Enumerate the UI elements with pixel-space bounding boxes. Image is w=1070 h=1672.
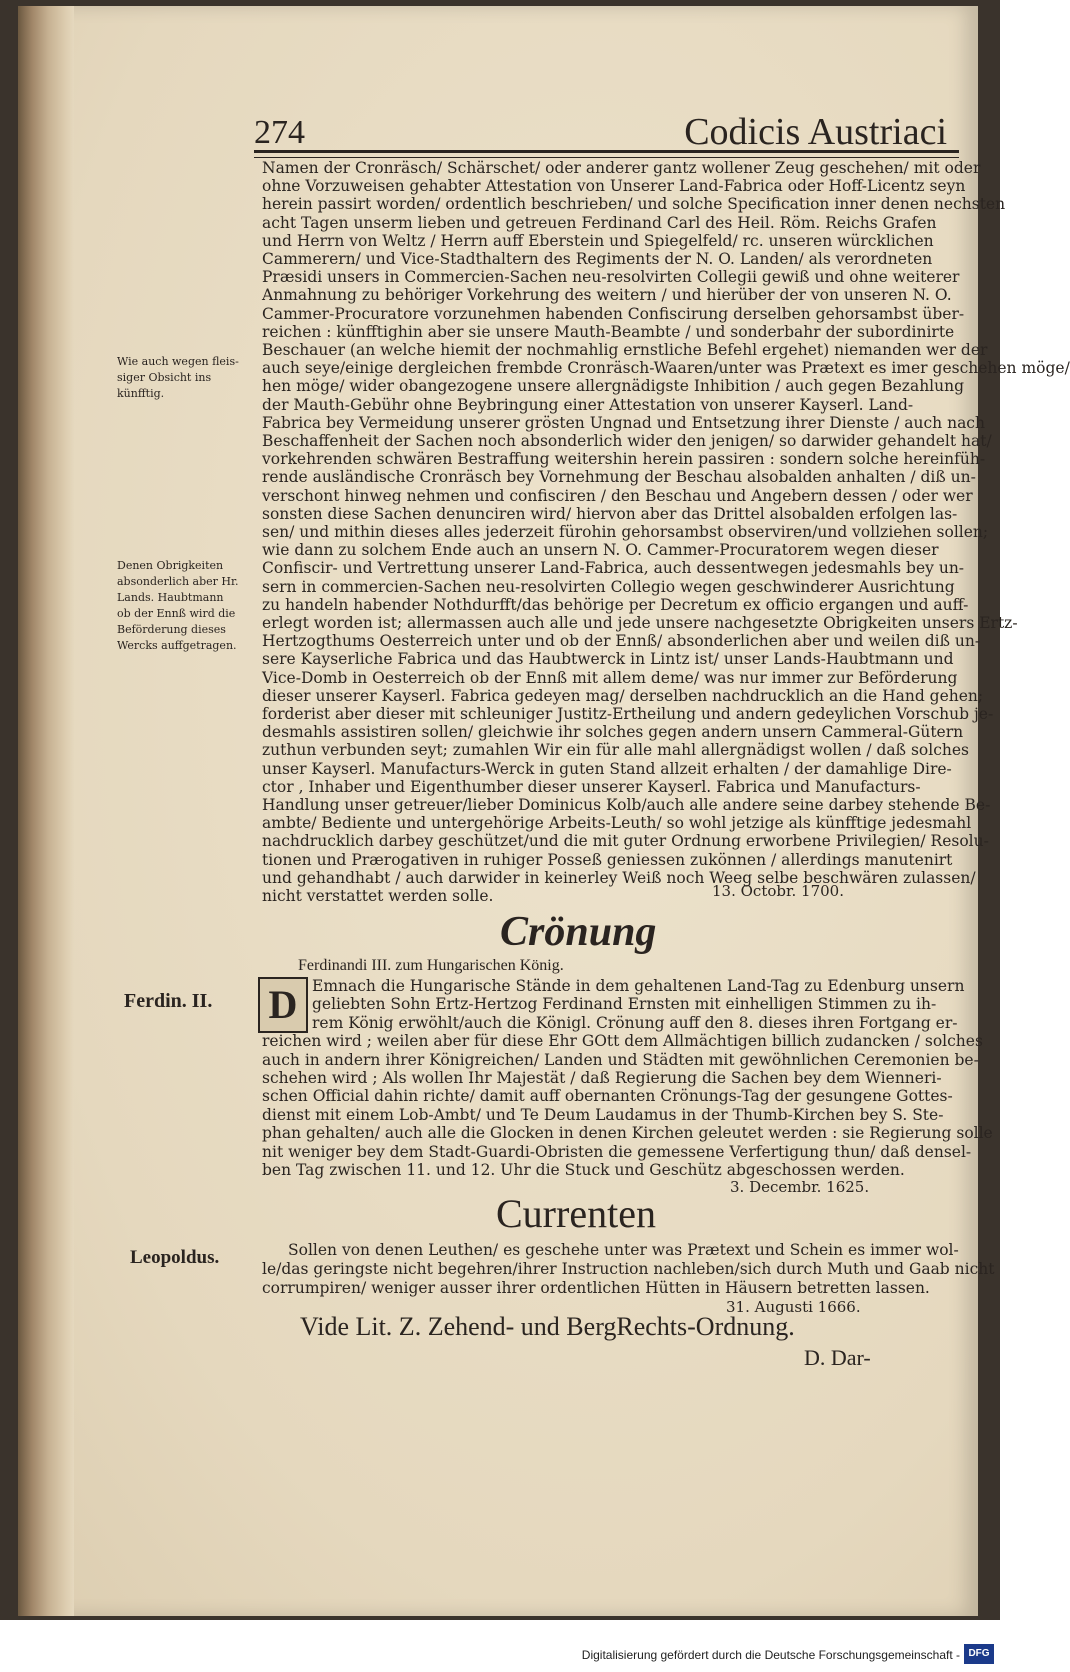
text-line: Beschaffenheit der Sachen noch absonderlich wider den jenigen/ so darwider gehandelt hat/: [262, 432, 992, 450]
text-line: und gehandhabt / auch darwider in keinerley Weiß noch Weeg selbe beschwären zulassen/: [262, 868, 976, 887]
text-line: zu handeln habender Nothdurfft/das behörige per Decretum ex officio ergangen und auff-: [262, 595, 969, 614]
section-title-cronung: Crönung: [500, 909, 657, 955]
text-line: reichen wird ; weilen aber für diese Ehr GOtt dem Allmächtigen billich zudancken / solches: [262, 1032, 983, 1051]
vide-reference: Vide Lit. Z. Zehend- und BergRechts-Ordnung.: [300, 1312, 795, 1341]
text-line: forderist aber dieser mit schleuniger Justitz-Ertheilung und andern gedeylichen Vorschub je-: [262, 705, 994, 723]
margin-note-line: ob der Ennß wird die: [117, 607, 236, 620]
page-binding: [18, 6, 74, 1616]
text-line: schehen wird ; Als wollen Ihr Majestät / daß Regierung die Sachen bey dem Wienneri-: [262, 1069, 942, 1087]
header-rule: [254, 150, 959, 158]
text-line: phan gehalten/ auch alle die Glocken in denen Kirchen geleutet werden : sie Regierung solle: [262, 1124, 993, 1143]
section-subtitle: Ferdinandi III. zum Hungarischen König.: [298, 957, 564, 974]
section3-date: 31. Augusti 1666.: [726, 1298, 861, 1316]
text-line: desmahls assistiren sollen/ gleichwie ihr solches gegen andern unsern Cammeral-Gütern: [262, 723, 964, 742]
margin-name-ferdinand: Ferdin. II.: [124, 990, 213, 1012]
text-line: zuthun verbunden seyt; zumahlen Wir ein für alle mahl allergnädigst wollen / daß solches: [262, 741, 969, 760]
running-title: Codicis Austriaci: [684, 111, 947, 153]
text-line: Sollen von denen Leuthen/ es geschehe unter was Prætext und Schein es immer wol-: [288, 1241, 959, 1259]
section-title-currenten: Currenten: [496, 1191, 656, 1236]
footer-credit-text: Digitalisierung gefördert durch die Deutsche Forschungsgemeinschaft -: [581, 1648, 960, 1662]
margin-note-line: Wie auch wegen fleis-: [117, 355, 239, 368]
text-line: Cammerern/ und Vice-Stadthaltern des Regiments der N. O. Landen/ als verordneten: [262, 250, 933, 268]
text-line: der Mauth-Gebühr ohne Beybringung einer Attestation von unserer Kayserl. Land-: [262, 395, 914, 414]
text-line: le/das geringste nicht begehren/ihrer Instruction nachleben/sich durch Muth und Gaab nicht: [262, 1260, 995, 1278]
page-number: 274: [254, 114, 305, 151]
margin-note-line: Lands. Haubtmann: [117, 591, 224, 604]
text-line: acht Tagen unserm lieben und getreuen Ferdinand Carl des Heil. Röm. Reichs Grafen: [262, 213, 937, 232]
margin-note-line: absonderlich aber Hr.: [117, 575, 239, 588]
text-line: dienst mit einem Lob-Ambt/ und Te Deum Laudamus in der Thumb-Kirchen bey S. Ste-: [262, 1105, 944, 1124]
text-line: Fabrica bey Vermeidung unserer grösten Ungnad und Entsetzung ihrer Dienste / auch nach: [262, 413, 985, 432]
text-line: ctor , Inhaber und Eigenthumber dieser unserer Kayserl. Fabrica und Manufacturs-: [262, 777, 921, 796]
text-line: Hertzogthums Oesterreich unter und ob der Ennß/ absonderlichen aber und weilen diß un-: [262, 632, 981, 651]
text-line: reichen : künfftighin aber sie unsere Mauth-Beambte / und sonderbahr der subordinirte: [262, 322, 955, 341]
text-line: und Herrn von Weltz / Herrn auff Eberstein und Spiegelfeld/ rc. unseren würcklichen: [262, 231, 934, 250]
text-line: ohne Vorzuweisen gehabter Attestation von Unserer Land-Fabrica oder Hoff-Licentz seyn: [262, 177, 966, 196]
margin-name-leopoldus: Leopoldus.: [130, 1247, 220, 1268]
text-line: nicht verstattet werden solle.: [262, 887, 494, 905]
text-line: herein passirt worden/ ordentlich beschrieben/ und solche Specification inner denen nechsten: [262, 195, 1006, 214]
text-line: geliebten Sohn Ertz-Hertzog Ferdinand Ernsten mit einhelligen Stimmen zu ih-: [312, 995, 937, 1014]
text-line: corrumpiren/ weniger ausser ihrer ordentlichen Hütten in Häusern betretten lassen.: [262, 1279, 930, 1297]
text-line: rende ausländische Cronräsch bey Vornehmung der Beschau alsobalden anhalten / diß un-: [262, 468, 976, 487]
text-line: Beschauer (an welche hiemit der nochmahlig ernstliche Befehl ergehet) niemanden wer der: [262, 341, 988, 359]
margin-note-line: Wercks auffgetragen.: [117, 639, 237, 652]
text-line: sere Kayserliche Fabrica und das Haubtwerck in Lintz ist/ unser Lands-Haubtmann und: [262, 650, 954, 669]
margin-note-line: siger Obsicht ins: [117, 371, 212, 384]
text-line: Emnach die Hungarische Stände in dem gehaltenen Land-Tag zu Edenburg unsern: [312, 977, 965, 995]
text-line: sen/ und mithin dieses alles jederzeit fürohin gehorsambst observiren/und vollziehen sollen;: [262, 523, 989, 541]
text-line: tionen und Prærogativen in ruhiger Posseß geniessen zukönnen / allerdings manutenirt: [262, 850, 953, 869]
dfg-logo-icon: DFG: [964, 1644, 994, 1664]
text-line: auch in andern ihrer Königreichen/ Landen und Städten mit gewöhnlichen Ceremonien be-: [262, 1050, 979, 1069]
text-line: ambte/ Bediente und untergehörige Arbeits-Leuth/ so wohl jetzige als künfftige jedesmahl: [262, 814, 972, 833]
margin-note-line: Beförderung dieses: [117, 623, 226, 636]
margin-note-line: künfftig.: [117, 387, 165, 400]
drop-cap: D: [258, 977, 308, 1033]
text-line: Anmahnung zu behöriger Vorkehrung des weitern / und hierüber der von unseren N. O.: [262, 286, 952, 305]
text-line: nit weniger bey dem Stadt-Guardi-Obristen die gemessene Verfertigung thun/ daß densel-: [262, 1142, 972, 1161]
text-line: schen Official dahin richte/ damit auff obernanten Crönungs-Tag der gesungene Gottes-: [262, 1087, 953, 1106]
section2-date: 3. Decembr. 1625.: [730, 1178, 870, 1196]
text-line: Vice-Domb in Oesterreich ob der Ennß mit allem deme/ was nur immer zur Beförderung: [262, 668, 958, 687]
text-line: vorkehrenden schwären Bestraffung weitershin herein passiren : sondern solche hereinfüh-: [262, 450, 986, 469]
text-line: ben Tag zwischen 11. und 12. Uhr die Stuck und Geschütz abgeschossen werden.: [262, 1161, 905, 1179]
text-line: Cammer-Procuratore vorzunehmen habenden Confiscirung derselben gehorsambst über-: [262, 304, 965, 323]
text-line: nachdrucklich darbey geschützet/und die mit guter Ordnung erworbene Privilegien/ Resolu-: [262, 832, 989, 851]
text-line: erlegt worden ist; allermassen auch alle und jede unsere nachgesetzte Obrigkeiten unsers Ertz-: [262, 614, 1018, 632]
catchword: D. Dar-: [804, 1345, 871, 1370]
text-line: Handlung unser getreuer/lieber Dominicus Kolb/auch alle andere seine darbey stehende Be-: [262, 796, 991, 814]
text-line: verschont hinweg nehmen und confisciren / den Beschau und Angebern dessen / oder wer: [262, 486, 973, 505]
text-line: Præsidi unsers in Commercien-Sachen neu-resolvirten Collegii gewiß und ohne weiterer: [262, 268, 960, 287]
text-line: sern in commercien-Sachen neu-resolvirten Collegio wegen geschwinderer Ausrichtung: [262, 577, 955, 596]
footer-bar: [0, 1620, 1000, 1672]
text-line: wie dann zu solchem Ende auch an unsern N. O. Cammer-Procuratorem wegen dieser: [262, 541, 939, 560]
text-line: rem König erwöhlt/auch die Königl. Crönung auff den 8. dieses ihren Fortgang er-: [312, 1013, 958, 1032]
text-line: hen möge/ wider obangezogene unsere allergnädigste Inhibition / auch gegen Bezahlung: [262, 377, 965, 396]
text-line: auch seye/einige dergleichen frembde Cronräsch-Waaren/unter was Prætext es imer geschehen möge/: [262, 359, 1070, 378]
text-line: unser Kayserl. Manufacturs-Werck in guten Stand allzeit erhalten / der damahlige Dire-: [262, 759, 952, 778]
text-line: Namen der Cronräsch/ Schärschet/ oder anderer gantz wollener Zeug geschehen/ mit oder: [262, 159, 981, 177]
section1-date: 13. Octobr. 1700.: [712, 882, 844, 900]
text-line: sonsten diese Sachen denunciren wird/ hiervon aber das Drittel alsobalden erfolgen las-: [262, 504, 958, 523]
text-line: Confiscir- und Vertrettung unserer Land-Fabrica, auch dessentwegen jedesmahls bey un-: [262, 559, 965, 578]
margin-note-line: Denen Obrigkeiten: [117, 559, 224, 572]
text-line: dieser unserer Kayserl. Fabrica gedeyen mag/ derselben nachdrucklich an die Hand gehen;: [262, 686, 984, 705]
